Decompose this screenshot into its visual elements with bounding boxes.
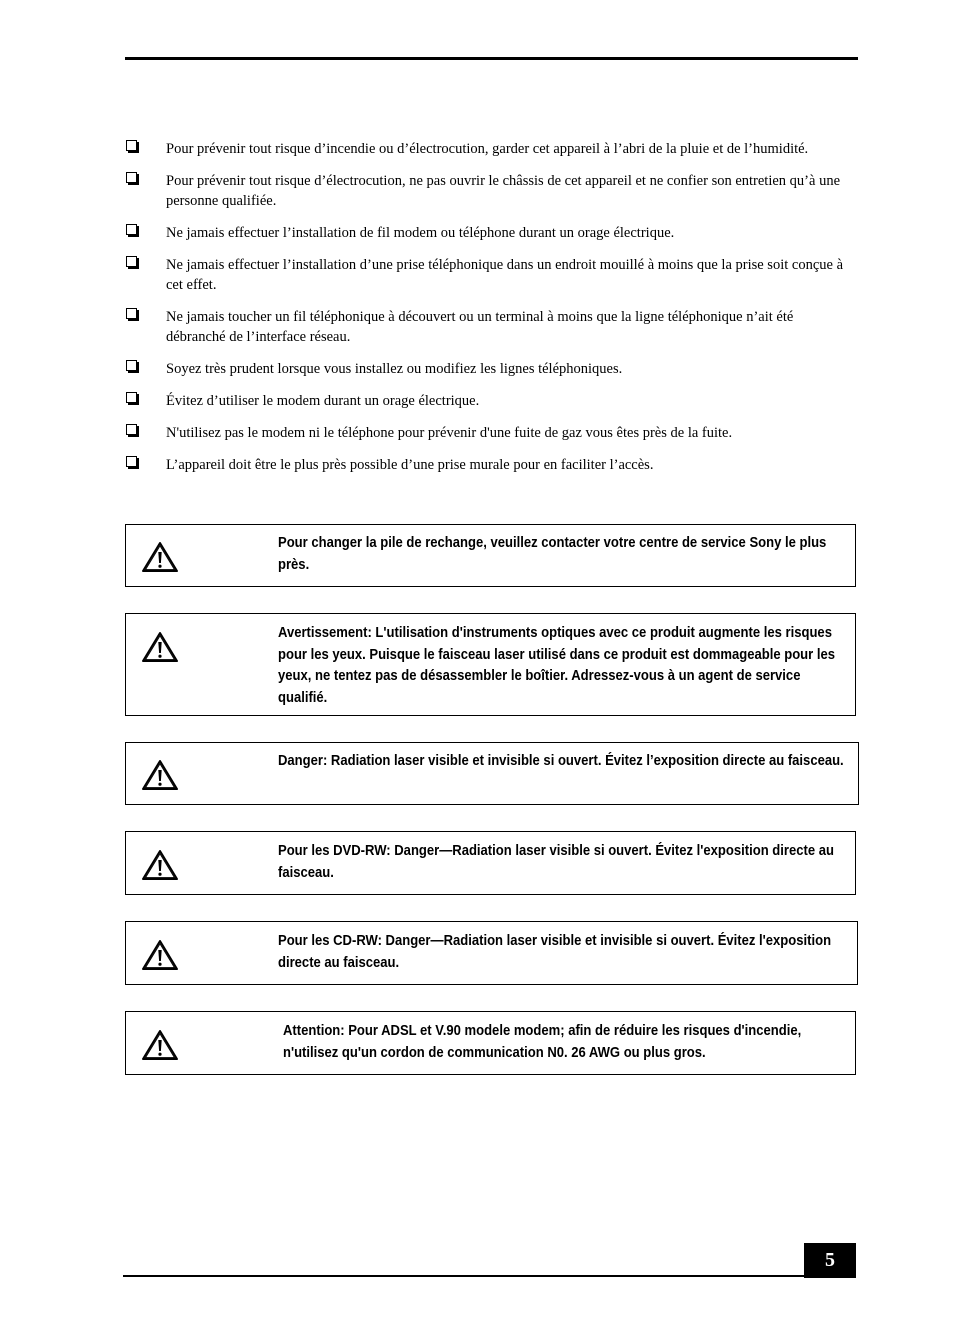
list-item [125, 391, 855, 411]
warning-box [125, 831, 856, 895]
bullet-text: Ne jamais toucher un fil téléphonique à découvert ou un terminal à moins que la ligne téléphonique n’ait été débranché de l’interface réseau. [166, 309, 794, 345]
bullet-text: Ne jamais effectuer l’installation d’une prise téléphonique dans un endroit mouillé à moins que la prise soit conçue à cet effet. [166, 257, 844, 293]
list-item [125, 255, 855, 295]
page-number: 5 [804, 1243, 856, 1278]
list-item [125, 223, 855, 243]
warning-text: Attention: Pour ADSL et V.90 modele modem; afin de réduire les risques d'incendie, n'utilisez qu'un cordon de communication N0. 26 AWG ou plus gros. [283, 1022, 802, 1061]
warning-box [125, 742, 859, 805]
list-item [125, 307, 855, 347]
bullet-text: Pour prévenir tout risque d’électrocution, ne pas ouvrir le châssis de cet appareil et ne confier son entretien qu’à une personne qualifiée. [166, 173, 841, 209]
warning-text: Pour les DVD-RW: Danger—Radiation laser visible si ouvert. Évitez l'exposition directe au faisceau. [278, 842, 834, 881]
warning-triangle-icon [141, 541, 179, 573]
checkbox-bullet-icon [126, 256, 137, 267]
bottom-rule [123, 1275, 856, 1277]
list-item [125, 139, 855, 159]
checkbox-bullet-icon [126, 224, 137, 235]
top-rule [125, 57, 858, 60]
warning-triangle-icon [141, 939, 179, 971]
checkbox-bullet-icon [126, 308, 137, 319]
checkbox-bullet-icon [126, 456, 137, 467]
safety-bullet-list [125, 139, 855, 487]
bullet-text: Pour prévenir tout risque d’incendie ou d’électrocution, garder cet appareil à l’abri de la pluie et de l’humidité. [166, 141, 809, 157]
bullet-text: Évitez d’utiliser le modem durant un orage électrique. [166, 393, 480, 409]
warning-text: Danger: Radiation laser visible et invisible si ouvert. Évitez l’exposition directe au faisceau. [278, 752, 844, 769]
warning-box [125, 524, 856, 587]
warning-triangle-icon [141, 849, 179, 881]
checkbox-bullet-icon [126, 172, 137, 183]
warning-text: Avertissement: L'utilisation d'instruments optiques avec ce produit augmente les risques pour les yeux. Puisque le faisceau laser utilisé dans ce produit est dommageable pour les yeux, ne tentez pas de désassembler le boîtier. Adressez-vous à un agent de service qualifié. [278, 624, 835, 706]
checkbox-bullet-icon [126, 360, 137, 371]
warning-box [125, 613, 856, 716]
warning-text: Pour changer la pile de rechange, veuillez contacter votre centre de service Sony le plus près. [278, 534, 827, 573]
bullet-text: Soyez très prudent lorsque vous installez ou modifiez les lignes téléphoniques. [166, 361, 623, 377]
warning-box [125, 1011, 856, 1075]
bullet-text: L’appareil doit être le plus près possible d’une prise murale pour en faciliter l’accès. [166, 457, 654, 473]
checkbox-bullet-icon [126, 424, 137, 435]
warning-text: Pour les CD-RW: Danger—Radiation laser visible et invisible si ouvert. Évitez l'exposition directe au faisceau. [278, 932, 832, 971]
list-item [125, 455, 855, 475]
warning-triangle-icon [141, 1029, 179, 1061]
warning-triangle-icon [141, 759, 179, 791]
list-item [125, 171, 855, 211]
warning-box [125, 921, 858, 985]
warning-triangle-icon [141, 631, 179, 663]
bullet-text: Ne jamais effectuer l’installation de fil modem ou téléphone durant un orage électrique. [166, 225, 675, 241]
checkbox-bullet-icon [126, 392, 137, 403]
checkbox-bullet-icon [126, 140, 137, 151]
bullet-text: N'utilisez pas le modem ni le téléphone pour prévenir d'une fuite de gaz vous êtes près de la fuite. [166, 425, 733, 441]
list-item [125, 423, 855, 443]
list-item [125, 359, 855, 379]
